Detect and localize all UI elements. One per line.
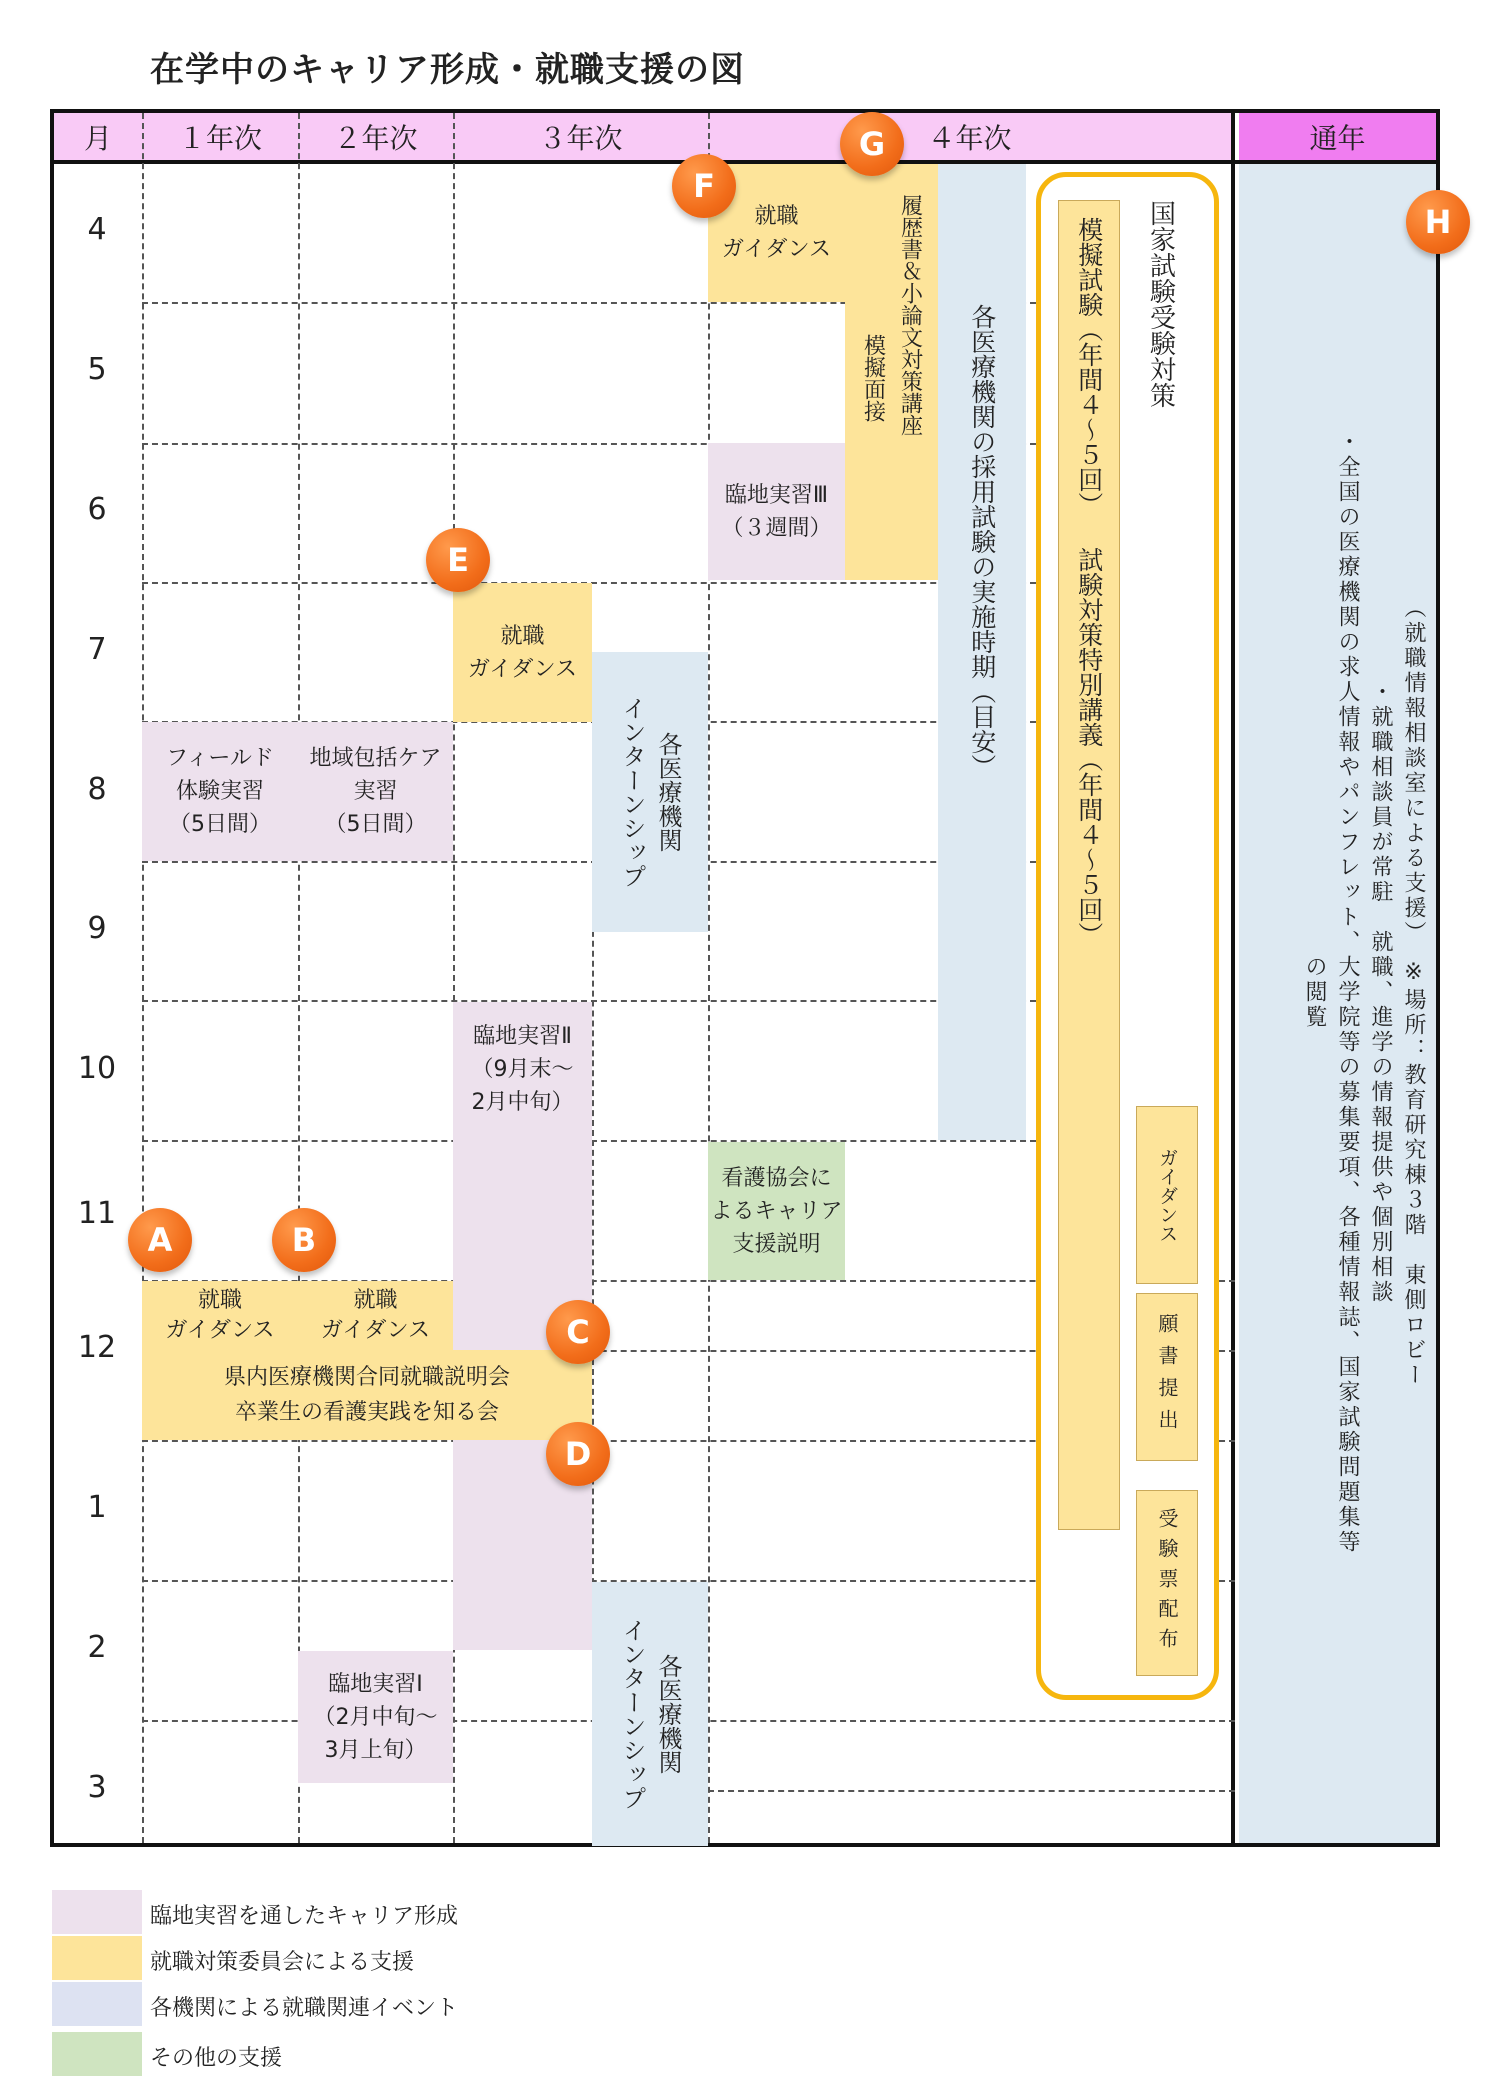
exam-guidance-label: ガイダンス [1156, 1147, 1179, 1243]
header-all-year: 通年 [1239, 113, 1436, 160]
national-exam-heading [1130, 200, 1190, 440]
y4-practicum-3-label: 臨地実習Ⅲ （３週間） [721, 482, 832, 541]
badge-h: H [1406, 190, 1470, 254]
page-title: 在学中のキャリア形成・就職支援の図 [150, 50, 745, 90]
header-year2: ２年次 [298, 113, 453, 160]
y2-practicum-1-label: 臨地実習Ⅰ （2月中旬～ 3月上旬） [313, 1671, 438, 1763]
header-year4: ４年次 [708, 113, 1231, 160]
all-year-line-4: の閲覧 [1302, 954, 1327, 1030]
y2-community-care-label: 地域包括ケア 実習 （5日間） [309, 746, 442, 837]
exam-ticket-label: 受験票配布 [1155, 1508, 1179, 1658]
y2-guidance-label: 就職 ガイダンス [321, 1287, 430, 1343]
application-submission [1136, 1293, 1198, 1461]
y3-internship-winter [592, 1582, 708, 1846]
all-year-support [1239, 164, 1436, 1843]
month-label: 7 [87, 632, 107, 667]
month-divider [142, 861, 1036, 863]
month-label: 12 [77, 1330, 117, 1365]
alumni-session-label: 卒業生の看護実践を知る会 [234, 1400, 499, 1425]
legend-swatch-practicum [52, 1890, 142, 1934]
column-divider [142, 113, 144, 1843]
month-label: 5 [87, 352, 107, 387]
month-label: 2 [87, 1630, 107, 1665]
y1-field-practicum-label: フィールド 体験実習 （5日間） [166, 746, 274, 837]
badge-g: G [840, 112, 904, 176]
y4-nursing-association [708, 1142, 845, 1280]
y4-resume-course [845, 164, 938, 580]
month-divider [708, 1790, 1235, 1792]
badge-d: D [546, 1422, 610, 1486]
month-label: 3 [87, 1770, 107, 1805]
y3-practicum-2-label: 臨地実習Ⅱ （9月末～ 2月中旬） [471, 1024, 574, 1115]
y2-community-care-practicum [298, 722, 453, 861]
joint-briefing-and-alumni [142, 1350, 592, 1440]
month-label: 8 [87, 772, 107, 807]
y4-mock-interview-label: 模擬面接 [860, 334, 886, 422]
month-label: 10 [77, 1051, 117, 1086]
y3-internship-summer-label: 各医療機関 インターンシップ [618, 696, 682, 888]
all-year-line-3: ・全国の医療機関の求人情報やパンフレット、大学院等の募集要項、各種情報誌、国家試験問題集等 [1335, 429, 1360, 1555]
legend-label-events: 各機関による就職関連イベント [150, 1996, 459, 2021]
header-year1: １年次 [142, 113, 298, 160]
badge-a: A [128, 1208, 192, 1272]
y4-hospital-exam-label: 各医療機関の採用試験の実施時期（目安） [967, 304, 997, 779]
header-year3: ３年次 [453, 113, 708, 160]
badge-b: B [272, 1208, 336, 1272]
all-year-line-2: ・就職相談員が常駐 就職、進学の情報提供や個別相談 [1368, 679, 1393, 1305]
y3-guidance [453, 583, 592, 722]
month-label: 11 [77, 1196, 117, 1231]
y3-internship-winter-label: 各医療機関 インターンシップ [618, 1618, 682, 1810]
month-label: 4 [87, 212, 107, 247]
legend-label-practicum: 臨地実習を通したキャリア形成 [150, 1904, 459, 1929]
national-exam-heading-label: 国家試験受験対策 [1145, 200, 1176, 408]
application-submission-label: 願書提出 [1155, 1313, 1179, 1441]
y1-guidance [142, 1281, 298, 1350]
month-label: 6 [87, 492, 107, 527]
legend-swatch-other [52, 2032, 142, 2076]
legend-label-other: その他の支援 [150, 2046, 283, 2071]
y4-resume-label: 履歴書＆小論文対策講座 [897, 194, 923, 436]
y1-field-practicum [142, 722, 298, 861]
column-divider [708, 113, 710, 1843]
column-divider [298, 113, 300, 1843]
y4-practicum-3 [708, 443, 845, 580]
y1-guidance-label: 就職 ガイダンス [165, 1287, 275, 1343]
legend-swatch-events [52, 1982, 142, 2026]
exam-guidance [1136, 1106, 1198, 1284]
y2-practicum-1 [298, 1651, 453, 1783]
y3-guidance-label: 就職 ガイダンス [468, 623, 577, 682]
month-label: 9 [87, 911, 107, 946]
badge-e: E [426, 528, 490, 592]
exam-ticket-distribution [1136, 1490, 1198, 1676]
y4-hospital-exam-period [938, 164, 1026, 1140]
y4-nursing-association-label: 看護協会に よるキャリア 支援説明 [710, 1165, 843, 1257]
mock-exam-and-lecture [1058, 200, 1120, 1530]
badge-f: F [672, 154, 736, 218]
legend-swatch-committee [52, 1936, 142, 1980]
mock-exam-label: 模擬試験（年間４～５回） [1074, 217, 1104, 517]
special-lecture-label: 試験対策特別講義（年間４～５回） [1074, 547, 1104, 947]
all-year-line-1: （就職情報相談室による支援） ※場所：教育研究棟３階 東側ロビー [1401, 596, 1426, 1388]
joint-briefing-label: 県内医療機関合同就職説明会 [223, 1364, 510, 1390]
legend-label-committee: 就職対策委員会による支援 [150, 1950, 415, 1975]
y4-guidance-label: 就職 ガイダンス [722, 204, 831, 262]
y3-internship-summer [592, 652, 708, 932]
header-month: 月 [54, 113, 142, 160]
badge-c: C [546, 1300, 610, 1364]
y2-guidance [298, 1281, 453, 1350]
month-label: 1 [87, 1490, 107, 1525]
